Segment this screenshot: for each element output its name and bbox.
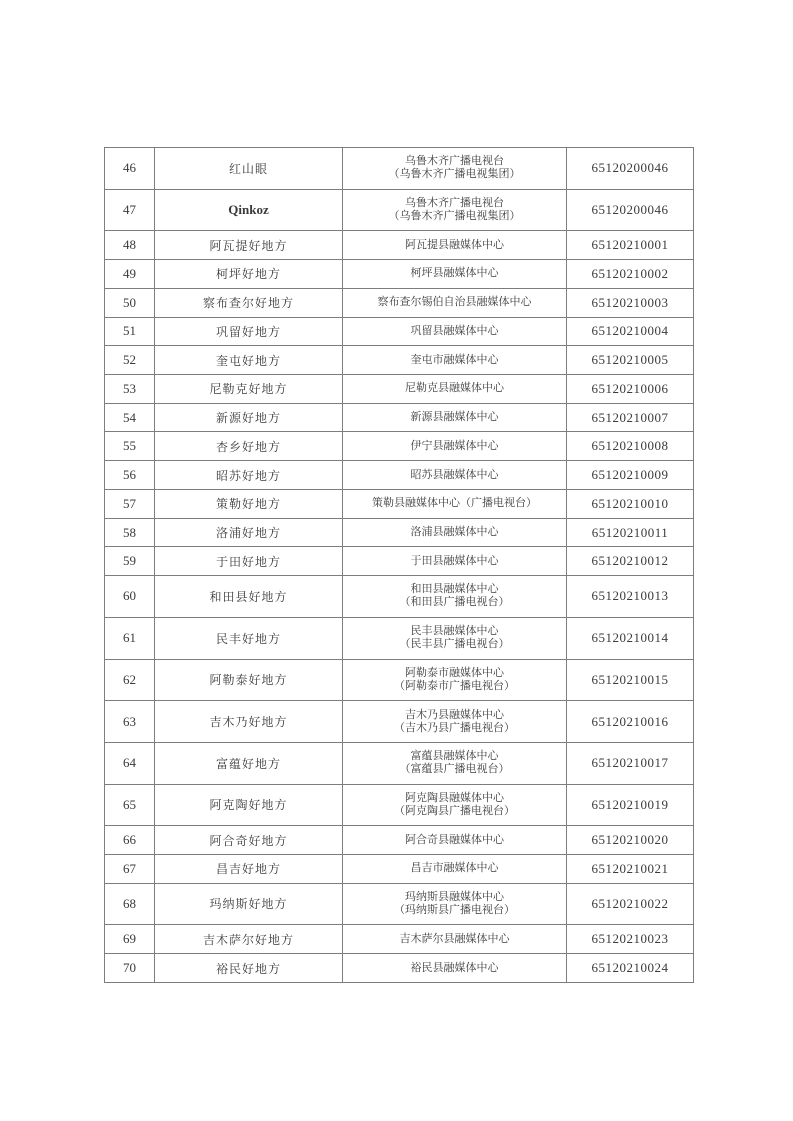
cell-organization (343, 576, 567, 618)
organization-line: 富蕴县融媒体中心 (410, 750, 499, 763)
cell-row-number: 53 (105, 375, 155, 404)
cell-row-number: 59 (105, 547, 155, 576)
table-row (105, 784, 694, 826)
organization-line: （乌鲁木齐广播电视集团） (388, 168, 521, 181)
cell-row-number: 51 (105, 317, 155, 346)
organization-line: 新源县融媒体中心 (410, 411, 499, 424)
cell-record-id: 65120210011 (567, 518, 694, 547)
cell-app-name: 新源好地方 (155, 403, 343, 432)
cell-organization (343, 883, 567, 925)
organization-line: 尼勒克县融媒体中心 (405, 382, 504, 395)
cell-app-name: 昌吉好地方 (155, 854, 343, 883)
cell-app-name: 民丰好地方 (155, 617, 343, 659)
cell-app-name: 阿瓦提好地方 (155, 231, 343, 260)
cell-row-number: 48 (105, 231, 155, 260)
organization-line: （阿勒泰市广播电视台） (394, 679, 515, 692)
organization-line: 昌吉市融媒体中心 (410, 862, 499, 875)
cell-record-id: 65120200046 (567, 148, 694, 190)
cell-app-name: 和田县好地方 (155, 576, 343, 618)
cell-record-id: 65120210007 (567, 403, 694, 432)
cell-organization (343, 617, 567, 659)
cell-app-name: 阿克陶好地方 (155, 784, 343, 826)
cell-organization (343, 260, 567, 289)
organization-line: 和田县融媒体中心 (410, 583, 499, 596)
records-table-body (105, 148, 694, 983)
table-row (105, 231, 694, 260)
cell-row-number: 64 (105, 742, 155, 784)
cell-record-id: 65120210005 (567, 346, 694, 375)
organization-line: 伊宁县融媒体中心 (410, 439, 499, 452)
cell-app-name: 于田好地方 (155, 547, 343, 576)
records-table (104, 147, 694, 983)
cell-organization (343, 148, 567, 190)
organization-line: （和田县广播电视台） (399, 596, 510, 609)
organization-line: （富蕴县广播电视台） (399, 763, 510, 776)
organization-line: 于田县融媒体中心 (410, 554, 499, 567)
organization-line: 民丰县融媒体中心 (410, 625, 499, 638)
table-row (105, 883, 694, 925)
organization-line: 吉木乃县融媒体中心 (405, 708, 504, 721)
table-row (105, 432, 694, 461)
cell-record-id: 65120200046 (567, 189, 694, 231)
cell-app-name: 巩留好地方 (155, 317, 343, 346)
organization-line: 策勒县融媒体中心（广播电视台） (372, 497, 537, 510)
organization-line: 巩留县融媒体中心 (410, 324, 499, 337)
cell-organization (343, 701, 567, 743)
cell-record-id: 65120210006 (567, 375, 694, 404)
cell-organization (343, 518, 567, 547)
organization-line: （玛纳斯县广播电视台） (394, 903, 515, 916)
cell-organization (343, 432, 567, 461)
organization-line: 昭苏县融媒体中心 (410, 468, 499, 481)
table-row (105, 260, 694, 289)
cell-row-number: 55 (105, 432, 155, 461)
table-row (105, 742, 694, 784)
cell-app-name: 裕民好地方 (155, 954, 343, 983)
organization-line: （民丰县广播电视台） (399, 638, 510, 651)
organization-line: 吉木萨尔县融媒体中心 (399, 932, 510, 945)
cell-organization (343, 375, 567, 404)
cell-row-number: 46 (105, 148, 155, 190)
cell-record-id: 65120210003 (567, 288, 694, 317)
cell-app-name: 察布查尔好地方 (155, 288, 343, 317)
organization-line: 裕民县融媒体中心 (410, 961, 499, 974)
cell-organization (343, 317, 567, 346)
table-row (105, 701, 694, 743)
cell-row-number: 61 (105, 617, 155, 659)
cell-row-number: 62 (105, 659, 155, 701)
cell-record-id: 65120210015 (567, 659, 694, 701)
table-row (105, 617, 694, 659)
cell-record-id: 65120210019 (567, 784, 694, 826)
cell-record-id: 65120210009 (567, 461, 694, 490)
organization-line: 阿勒泰市融媒体中心 (405, 666, 504, 679)
cell-organization (343, 742, 567, 784)
cell-organization (343, 659, 567, 701)
cell-app-name: 吉木萨尔好地方 (155, 925, 343, 954)
organization-line: 洛浦县融媒体中心 (410, 526, 499, 539)
table-row (105, 148, 694, 190)
cell-app-name: Qinkoz (155, 189, 343, 231)
cell-row-number: 49 (105, 260, 155, 289)
cell-organization (343, 925, 567, 954)
organization-line: 玛纳斯县融媒体中心 (405, 890, 504, 903)
cell-organization (343, 547, 567, 576)
cell-record-id: 65120210004 (567, 317, 694, 346)
cell-record-id: 65120210014 (567, 617, 694, 659)
cell-organization (343, 784, 567, 826)
table-row (105, 189, 694, 231)
cell-row-number: 58 (105, 518, 155, 547)
cell-app-name: 吉木乃好地方 (155, 701, 343, 743)
table-row (105, 925, 694, 954)
table-row (105, 659, 694, 701)
table-row (105, 576, 694, 618)
organization-line: 察布查尔锡伯自治县融媒体中心 (377, 296, 532, 309)
cell-organization (343, 231, 567, 260)
organization-line: 柯坪县融媒体中心 (410, 267, 499, 280)
cell-record-id: 65120210002 (567, 260, 694, 289)
cell-row-number: 65 (105, 784, 155, 826)
cell-app-name: 策勒好地方 (155, 489, 343, 518)
cell-row-number: 47 (105, 189, 155, 231)
cell-record-id: 65120210021 (567, 854, 694, 883)
cell-organization (343, 189, 567, 231)
cell-organization (343, 288, 567, 317)
cell-app-name: 尼勒克好地方 (155, 375, 343, 404)
cell-app-name: 奎屯好地方 (155, 346, 343, 375)
cell-row-number: 50 (105, 288, 155, 317)
cell-record-id: 65120210023 (567, 925, 694, 954)
cell-organization (343, 489, 567, 518)
cell-record-id: 65120210001 (567, 231, 694, 260)
cell-organization (343, 346, 567, 375)
cell-app-name: 阿合奇好地方 (155, 826, 343, 855)
organization-line: 阿克陶县融媒体中心 (405, 791, 504, 804)
cell-row-number: 60 (105, 576, 155, 618)
cell-row-number: 66 (105, 826, 155, 855)
cell-record-id: 65120210013 (567, 576, 694, 618)
table-row (105, 288, 694, 317)
table-row (105, 547, 694, 576)
table-row (105, 375, 694, 404)
table-row (105, 461, 694, 490)
cell-record-id: 65120210016 (567, 701, 694, 743)
cell-record-id: 65120210008 (567, 432, 694, 461)
cell-row-number: 68 (105, 883, 155, 925)
cell-app-name: 洛浦好地方 (155, 518, 343, 547)
cell-organization (343, 403, 567, 432)
table-row (105, 317, 694, 346)
cell-row-number: 54 (105, 403, 155, 432)
cell-row-number: 52 (105, 346, 155, 375)
cell-row-number: 70 (105, 954, 155, 983)
organization-line: （阿克陶县广播电视台） (394, 804, 515, 817)
cell-row-number: 63 (105, 701, 155, 743)
cell-record-id: 65120210024 (567, 954, 694, 983)
cell-row-number: 57 (105, 489, 155, 518)
organization-line: 阿瓦提县融媒体中心 (405, 238, 504, 251)
cell-app-name: 柯坪好地方 (155, 260, 343, 289)
cell-organization (343, 461, 567, 490)
cell-record-id: 65120210017 (567, 742, 694, 784)
table-row (105, 403, 694, 432)
cell-record-id: 65120210022 (567, 883, 694, 925)
cell-organization (343, 854, 567, 883)
table-row (105, 346, 694, 375)
cell-record-id: 65120210020 (567, 826, 694, 855)
cell-record-id: 65120210012 (567, 547, 694, 576)
cell-row-number: 56 (105, 461, 155, 490)
organization-line: 奎屯市融媒体中心 (410, 353, 499, 366)
cell-record-id: 65120210010 (567, 489, 694, 518)
cell-app-name: 杏乡好地方 (155, 432, 343, 461)
table-row (105, 489, 694, 518)
organization-line: （吉木乃县广播电视台） (394, 721, 515, 734)
organization-line: 乌鲁木齐广播电视台 (405, 155, 504, 168)
cell-row-number: 67 (105, 854, 155, 883)
cell-organization (343, 826, 567, 855)
organization-line: 乌鲁木齐广播电视台 (405, 197, 504, 209)
table-row (105, 518, 694, 547)
cell-app-name: 阿勒泰好地方 (155, 659, 343, 701)
cell-row-number: 69 (105, 925, 155, 954)
cell-app-name: 玛纳斯好地方 (155, 883, 343, 925)
cell-app-name: 富蕴好地方 (155, 742, 343, 784)
table-row (105, 954, 694, 983)
organization-line: （乌鲁木齐广播电视集团） (388, 210, 521, 222)
cell-app-name: 红山眼 (155, 148, 343, 190)
table-row (105, 826, 694, 855)
organization-line: 阿合奇县融媒体中心 (405, 833, 504, 846)
cell-organization (343, 954, 567, 983)
table-row (105, 854, 694, 883)
cell-app-name: 昭苏好地方 (155, 461, 343, 490)
